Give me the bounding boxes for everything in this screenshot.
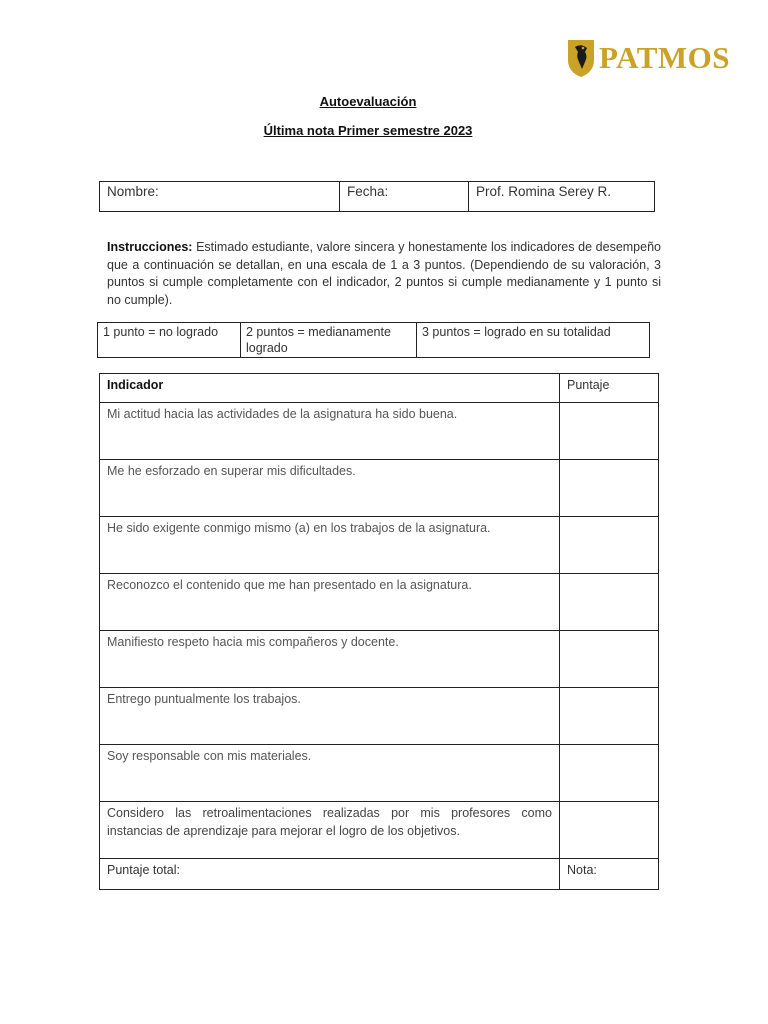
instructions-text: Estimado estudiante, valore sincera y honestamente los indicadores de desempeño que a continuación se detallan, en una escala de 1 a 3 puntos. (Dependiendo de su valoración, 3 puntos si cumple completamente con el indicador, 2 puntos si cumple medianamente y 1 punto si no cumple). [107, 240, 661, 307]
logo-text: PATMOS [599, 39, 731, 75]
score-input-cell[interactable] [560, 574, 659, 631]
name-field[interactable] [100, 182, 340, 212]
score-input-cell[interactable] [560, 688, 659, 745]
score-input-cell[interactable] [560, 403, 659, 460]
total-score-cell[interactable] [100, 859, 560, 890]
indicator-table [99, 373, 659, 890]
header-indicator: Indicador [100, 374, 560, 403]
school-logo [566, 36, 730, 78]
indicator-text: Me he esforzado en superar mis dificultades. [100, 460, 560, 517]
indicator-text: Considero las retroalimentaciones realizadas por mis profesores como instancias de aprendizaje para mejorar el logro de los objetivos. [100, 802, 560, 859]
table-row [100, 517, 659, 574]
indicator-text: Soy responsable con mis materiales. [100, 745, 560, 802]
score-input-cell[interactable] [560, 631, 659, 688]
score-input-cell[interactable] [560, 745, 659, 802]
table-row [100, 631, 659, 688]
score-input-cell[interactable] [560, 802, 659, 859]
total-label: Puntaje total: [107, 863, 180, 877]
indicator-text: Entrego puntualmente los trabajos. [100, 688, 560, 745]
table-row [100, 403, 659, 460]
indicator-text: He sido exigente conmigo mismo (a) en los trabajos de la asignatura. [100, 517, 560, 574]
eagle-shield-icon [566, 36, 596, 78]
name-label: Nombre: [107, 184, 159, 199]
grade-cell[interactable] [560, 859, 659, 890]
grade-label: Nota: [567, 863, 597, 877]
student-info-table [99, 181, 655, 212]
scale-item: 2 puntos = medianamente logrado [241, 323, 417, 358]
date-label: Fecha: [347, 184, 389, 199]
instructions-label: Instrucciones: [107, 240, 193, 254]
indicator-text: Mi actitud hacia las actividades de la asignatura ha sido buena. [100, 403, 560, 460]
date-field[interactable] [340, 182, 469, 212]
page-subtitle: Última nota Primer semestre 2023 [263, 123, 473, 138]
teacher-cell: Prof. Romina Serey R. [469, 182, 655, 212]
indicator-text: Reconozco el contenido que me han presentado en la asignatura. [100, 574, 560, 631]
table-row [100, 688, 659, 745]
table-row [100, 574, 659, 631]
scale-item: 3 puntos = logrado en su totalidad [417, 323, 650, 358]
header-score: Puntaje [560, 374, 659, 403]
score-input-cell[interactable] [560, 460, 659, 517]
table-row [100, 802, 659, 859]
total-row [100, 859, 659, 890]
scale-table [97, 322, 650, 358]
table-row [100, 745, 659, 802]
scale-item: 1 punto = no logrado [98, 323, 241, 358]
score-input-cell[interactable] [560, 517, 659, 574]
indicator-text: Manifiesto respeto hacia mis compañeros y docente. [100, 631, 560, 688]
table-row [100, 460, 659, 517]
instructions [107, 239, 661, 309]
page-title: Autoevaluación [319, 94, 417, 109]
